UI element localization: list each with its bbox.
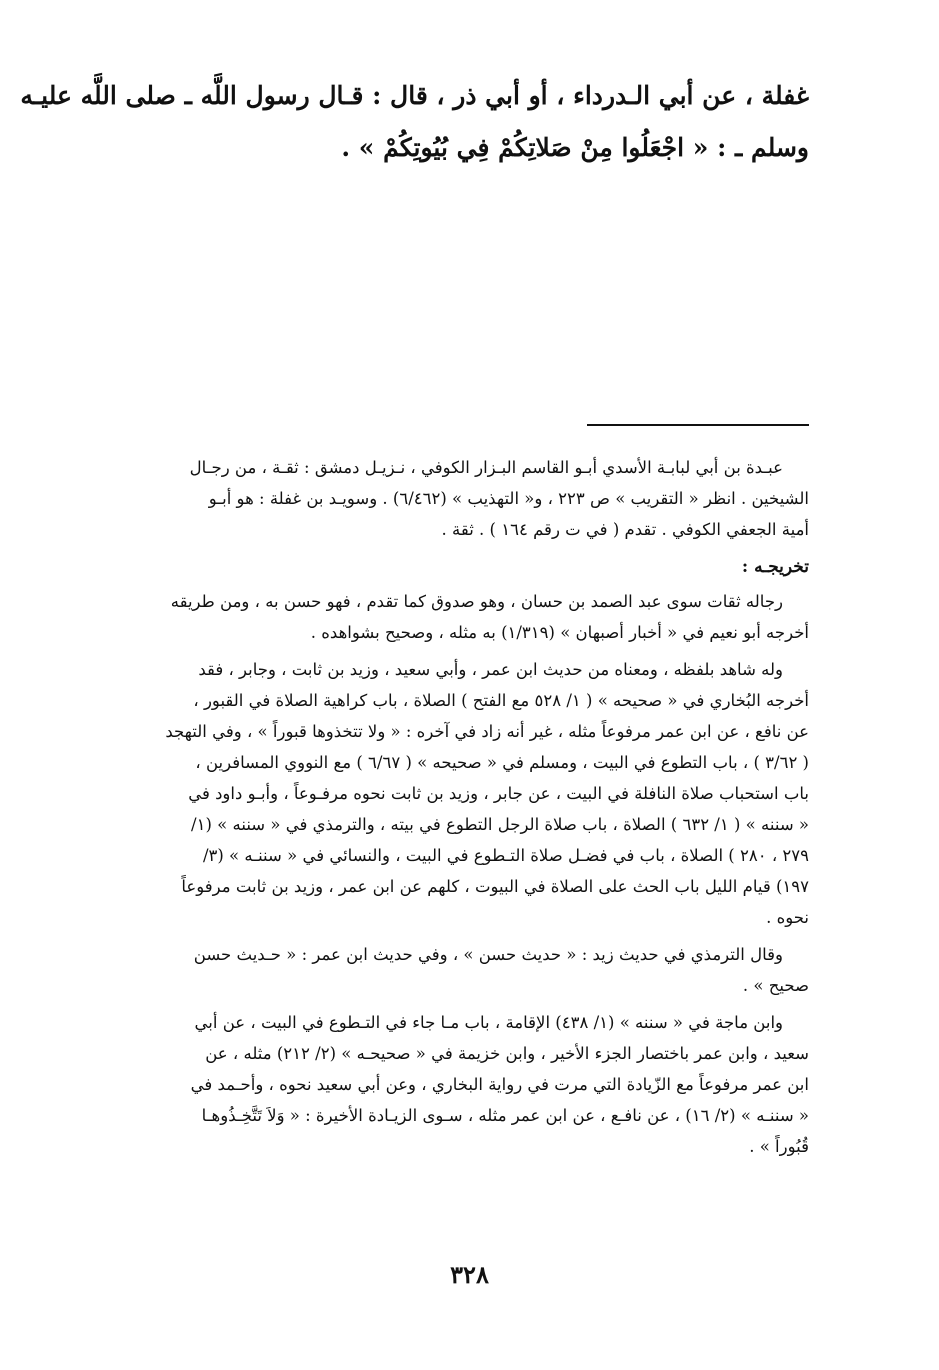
hadith-text: [20, 70, 809, 174]
footnote-line: باب استحباب صلاة النافلة في البيت ، عن جابر ، وزيد بن ثابت نحوه مرفـوعاً ، وأبـو داود في: [188, 784, 809, 803]
footnote-line: ( ٣/٦٢ ) ، باب التطوع في البيت ، ومسلم في « صحيحه » ( ٦/٦٧ ) مع النووي المسافرين ،: [195, 753, 809, 772]
footnote-line: أخرجه أبو نعيم في « أخبار أصبهان » (١/٣١٩) به مثله ، وصحيح بشواهده .: [310, 623, 809, 642]
takhrij-paragraph: [101, 654, 809, 933]
footnote-line: « سننه » ( ١/ ٦٣٢ ) الصلاة ، باب صلاة الرجل التطوع في بيته ، والترمذي في « سننه » (١/: [191, 815, 809, 834]
page-number: ٣٢٨: [450, 1260, 489, 1289]
footnote-line: عن نافع ، عن ابن عمر مرفوعاً مثله ، غير أنه زاد في آخره : « ولا تتخذوها قبوراً » ، وفي التهجد: [165, 722, 809, 741]
footnote-line: « سننـه » (٢/ ١٦) ، عن نافـع ، عن ابن عمر مثله ، سـوى الزيـادة الأخيرة : « وَلاَ تَتَّخِـذُوهـا: [201, 1106, 809, 1125]
footnotes: [101, 452, 809, 1168]
takhrij-paragraph: [101, 939, 809, 1001]
hadith-line: وسلم ـ : « اجْعَلُوا مِنْ صَلاتِكُمْ فِي بُيُوتِكُمْ » .: [341, 133, 809, 162]
footnote-line: ٢٧٩ ، ٢٨٠ ) الصلاة ، باب في فضـل صلاة التـطوع في البيت ، والنسائي في « سننـه » (٣/: [202, 846, 809, 865]
footnote-line: قُبُوراً » .: [749, 1137, 809, 1156]
footnote-line: سعيد ، وابن عمر باختصار الجزء الأخير ، وابن خزيمة في « صحيحـه » (٢/ ٢١٢) مثله ، عن: [205, 1044, 809, 1063]
footnote-line: الشيخين . انظر « التقريب » ص ٢٢٣ ، و« التهذيب » (٦/٤٦٢) . وسويـد بن غفلة : هو أبـو: [208, 489, 809, 508]
footnote-line: وابن ماجة في « سننه » (١/ ٤٣٨) الإقامة ، باب مـا جاء في التـطوع في البيت ، عن أبي: [194, 1013, 783, 1032]
takhrij-paragraph: [101, 586, 809, 648]
footnote-separator: [587, 424, 809, 426]
footnote-line: ابن عمر مرفوعاً مع الزّيادة التي مرت في رواية البخاري ، وعن أبي سعيد نحوه ، وأحـمد في: [190, 1075, 809, 1094]
footnote-line: أمية الجعفي الكوفي . تقدم ( في ت رقم ١٦٤ ) . ثقة .: [441, 520, 809, 539]
narrator-biography: [101, 452, 809, 545]
takhrij-heading: تخريجـه :: [741, 557, 809, 577]
footnote-line: أخرجه البُخاري في « صحيحه » ( ١/ ٥٢٨ مع الفتح ) الصلاة ، باب كراهية الصلاة في القبور ،: [193, 691, 809, 710]
takhrij-paragraph: [101, 1007, 809, 1162]
footnote-line: رجاله ثقات سوى عبد الصمد بن حسان ، وهو صدوق كما تقدم ، فهو حسن به ، ومن طريقه: [170, 592, 783, 611]
hadith-line: غفلة ، عن أبي الـدرداء ، أو أبي ذر ، قال : قـال رسول اللَّه ـ صلى اللَّه عليـه: [20, 81, 809, 110]
footnote-line: عبـدة بن أبي لبابـة الأسدي أبـو القاسم البـزار الكوفي ، نـزيـل دمشق : ثقـة ، من رجـال: [189, 458, 783, 477]
footnote-line: وله شاهد بلفظه ، ومعناه من حديث ابن عمر ، وأبي سعيد ، وزيد بن ثابت ، وجابر ، فقد: [198, 660, 783, 679]
footnote-line: ١٩٧) قيام الليل باب الحث على الصلاة في البيوت ، كلهم عن ابن عمر ، وزيد بن ثابت مرفوعاً: [181, 877, 809, 896]
footnote-line: صحيح » .: [742, 976, 809, 995]
footnote-line: نحوه .: [766, 908, 809, 927]
footnote-line: وقال الترمذي في حديث زيد : « حديث حسن » ، وفي حديث ابن عمر : « حـديث حسن: [193, 945, 783, 964]
